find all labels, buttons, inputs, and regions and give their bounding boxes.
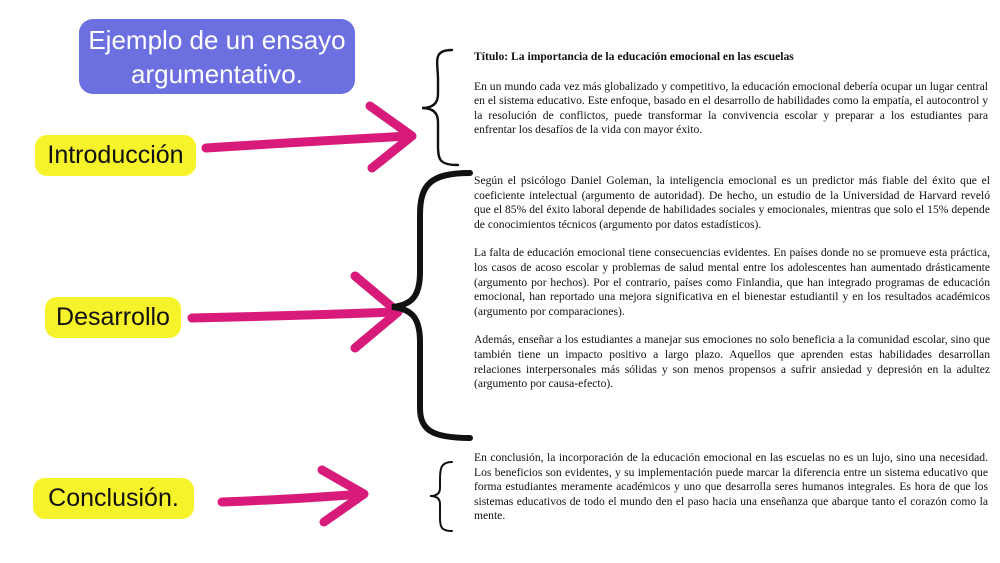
curly-brace-icon xyxy=(422,50,458,165)
label-conclusion-text: Conclusión. xyxy=(48,484,179,512)
essay-title: Título: La importancia de la educación emocional en las escuelas xyxy=(474,50,794,63)
arrow-right-icon xyxy=(192,276,398,348)
essay-introduction-block xyxy=(474,50,988,138)
arrow-right-icon xyxy=(206,106,412,168)
curly-brace-icon xyxy=(430,462,452,531)
essay-development-paragraph-1: Según el psicólogo Daniel Goleman, la inteligencia emocional es un predictor más fiable del éxito que el coeficiente intelectual (argumento de autoridad). De hecho, un estudio de la Universidad de Harvard reveló que el 85% del éxito laboral depende de habilidades sociales y emocionales, mientras que solo el 15% depende de conocimientos técnicos (argumento por datos estadísticos). xyxy=(474,174,990,231)
essay-intro-paragraph: En un mundo cada vez más globalizado y competitivo, la educación emocional debería ocupar un lugar central en el sistema educativo. Este enfoque, basado en el desarrollo de habilidades como la empatía, el autocontrol y la resolución de conflictos, puede transformar la convivencia escolar y preparar a los estudiantes para enfrentar los desafíos de la vida con mayor éxito. xyxy=(474,79,988,137)
heading-text: Ejemplo de un ensayo argumentativo. xyxy=(88,24,346,89)
essay-conclusion-block xyxy=(474,451,988,524)
curly-brace-icon xyxy=(392,173,470,438)
label-desarrollo-text: Desarrollo xyxy=(56,303,170,331)
essay-development-block xyxy=(474,174,990,392)
essay-conclusion-paragraph: En conclusión, la incorporación de la educación emocional en las escuelas no es un lujo, sino una necesidad. Los beneficios son evidentes, y su implementación puede marcar la diferencia entre un sistema educativo que forma estudiantes meramente académicos y uno que desarrolla seres humanos integrales. Es hora de que los sistemas educativos de todo el mundo den el paso hacia una enseñanza que abarque tanto el corazón como la mente. xyxy=(474,451,988,523)
essay-development-paragraph-3: Además, enseñar a los estudiantes a manejar sus emociones no solo beneficia a la comunidad escolar, sino que también tiene un impacto positivo a largo plazo. Aquellos que aprenden estas habilidades desarrollan relaciones interpersonales más sólidas y son menos propensos a sufrir ansiedad y depresión en la adultez (argumento por causa-efecto). xyxy=(474,333,990,391)
arrow-right-icon xyxy=(222,470,364,522)
essay-development-paragraph-2: La falta de educación emocional tiene consecuencias evidentes. En países donde no se promueve esta práctica, los casos de acoso escolar y problemas de salud mental entre los adolescentes han aumentado drásticamente (argumento por hechos). Por el contrario, países como Finlandia, que han integrado programas de educación emocional, han reportado una mejora significativa en el bienestar estudiantil y en los resultados académicos (argumento por comparaciones). xyxy=(474,246,990,318)
label-introduccion-text: Introducción xyxy=(47,141,184,169)
